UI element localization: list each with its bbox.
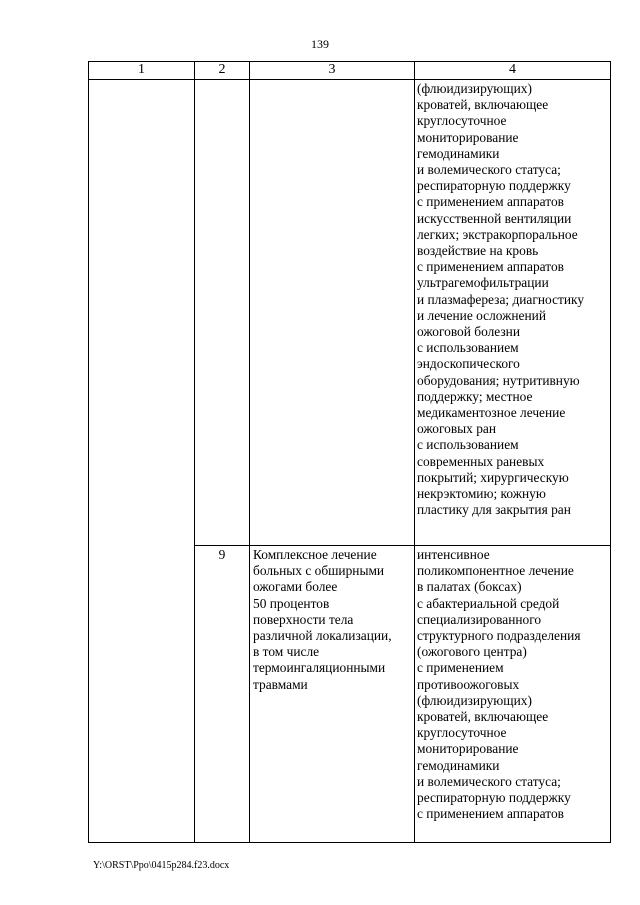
- header-bottom-border: [88, 79, 611, 80]
- header-col-3: 3: [328, 62, 336, 77]
- row-9-col3-line: 50 процентов: [253, 595, 330, 611]
- col-border-3-4: [414, 61, 415, 843]
- row-9-col3-line: различной локализации,: [253, 628, 392, 644]
- header-col-2: 2: [218, 62, 226, 77]
- row-9-col4-line: в палатах (боксах): [417, 579, 522, 595]
- continuation-col4-line: воздействие на кровь: [417, 243, 539, 259]
- continuation-col4-line: ожоговых ран: [417, 421, 496, 437]
- continuation-col4-line: легких; экстракорпоральное: [417, 226, 578, 242]
- continuation-col4-line: и волемического статуса;: [417, 162, 561, 178]
- row-9-col4-line: и волемического статуса;: [417, 773, 561, 789]
- page-number: 139: [311, 37, 329, 51]
- continuation-col4-line: кроватей, включающее: [417, 97, 549, 113]
- row-9-col4-line: противоожоговых: [417, 676, 520, 692]
- continuation-col4-line: поддержку; местное: [417, 388, 533, 404]
- row-9-col4-line: круглосуточное: [417, 725, 507, 741]
- row-9-col4-line: структурного подразделения: [417, 628, 581, 644]
- row-9-col3-line: травмами: [253, 676, 308, 692]
- row-9-col4-line: кроватей, включающее: [417, 709, 549, 725]
- continuation-col4-line: с применением аппаратов: [417, 259, 564, 275]
- row-9-col4-line: мониторирование: [417, 741, 519, 757]
- col-border-left: [88, 61, 89, 843]
- continuation-col4-line: респираторную поддержку: [417, 178, 571, 194]
- row-divider: [194, 545, 611, 546]
- row-9-col4-line: с применением: [417, 660, 504, 676]
- row-9-col4-line: (флюидизирующих): [417, 692, 532, 708]
- header-col-4: 4: [509, 62, 516, 77]
- row-9-col4-line: (ожогового центра): [417, 644, 527, 660]
- row-9-col3-line: в том числе: [253, 644, 320, 660]
- row-9-col3-line: поверхности тела: [253, 611, 354, 627]
- continuation-col4-line: пластику для закрытия ран: [417, 502, 571, 518]
- continuation-col4-line: с применением аппаратов: [417, 194, 564, 210]
- row-9-col4-line: гемодинамики: [417, 757, 500, 773]
- continuation-col4-line: оборудования; нутритивную: [417, 372, 580, 388]
- continuation-col4-line: с использованием: [417, 340, 519, 356]
- continuation-col4-line: гемодинамики: [417, 145, 500, 161]
- row-9-col4-text: [417, 547, 580, 822]
- footer-file-path: Y:\ORST\Ppo\0415p284.f23.docx: [93, 860, 230, 871]
- continuation-col4-line: и лечение осложнений: [417, 307, 546, 323]
- row-9-col4-line: специализированного: [417, 611, 542, 627]
- col-border-1-2: [194, 61, 195, 843]
- continuation-col4-line: ультрагемофильтрации: [417, 275, 549, 291]
- row-9-col4-line: респираторную поддержку: [417, 790, 571, 806]
- continuation-col4-line: эндоскопического: [417, 356, 520, 372]
- row-9-col3-line: больных с обширными: [253, 563, 385, 579]
- row-9-col4-line: поликомпонентное лечение: [417, 563, 574, 579]
- continuation-col4-text: [417, 81, 584, 518]
- row-9-col3-text: [253, 547, 392, 693]
- continuation-col4-line: покрытий; хирургическую: [417, 469, 569, 485]
- row-9-col4-line: с абактериальной средой: [417, 595, 560, 611]
- continuation-col4-line: современных раневых: [417, 453, 545, 469]
- col-border-2-3: [249, 61, 250, 843]
- header-col-1: 1: [138, 62, 145, 77]
- row-9-col4-line: с применением аппаратов: [417, 806, 564, 822]
- row-9-col3-line: Комплексное лечение: [253, 547, 377, 562]
- continuation-col4-line: круглосуточное: [417, 113, 507, 129]
- table-bottom-border: [88, 842, 611, 843]
- col-border-right: [610, 61, 611, 843]
- continuation-col4-line: медикаментозное лечение: [417, 405, 566, 421]
- continuation-col4-line: и плазмафереза; диагностику: [417, 291, 585, 307]
- row-9-col3-line: термоингаляционными: [253, 660, 386, 676]
- continuation-col4-line: с использованием: [417, 437, 519, 453]
- continuation-col4-line: (флюидизирующих): [417, 81, 532, 96]
- continuation-col4-line: искусственной вентиляции: [417, 210, 572, 226]
- continuation-col4-line: мониторирование: [417, 129, 519, 145]
- continuation-col4-line: некрэктомию; кожную: [417, 486, 546, 502]
- row-9-number: 9: [218, 547, 226, 562]
- row-9-col3-line: ожогами более: [253, 579, 338, 595]
- continuation-col4-line: ожоговой болезни: [417, 324, 521, 340]
- row-9-col4-line: интенсивное: [417, 547, 490, 562]
